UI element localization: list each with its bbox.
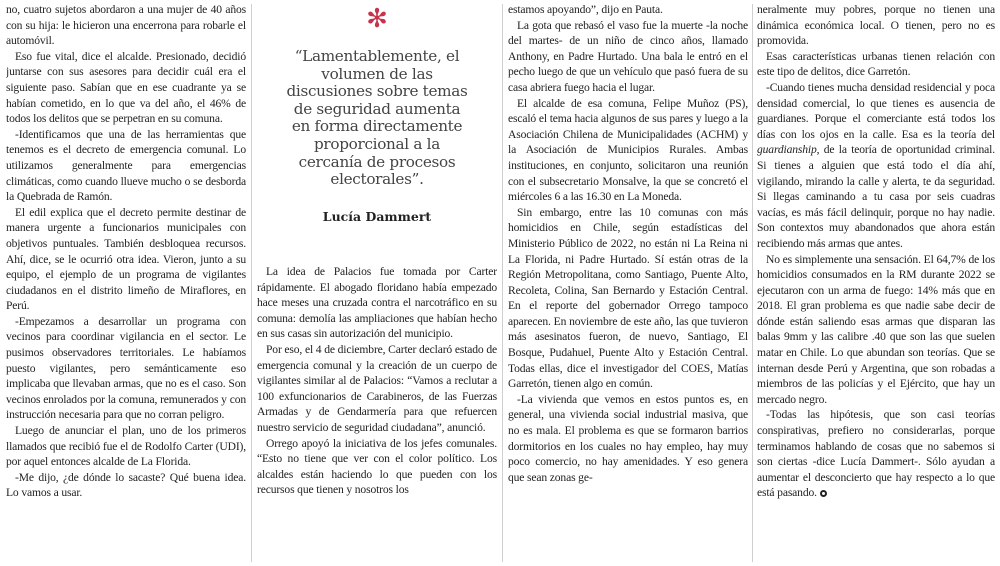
paragraph	[757, 80, 995, 252]
paragraph-text: -Cuando tienes mucha densidad residencial y poca densidad comercial, lo que tienes es ausencia de guardianes. Porque el comerciante está todos los días con los ojos en la calle. Esa es la teoría del	[757, 80, 995, 141]
paragraph: Eso fue vital, dice el alcalde. Presionado, decidió juntarse con sus asesores para decidir cuál era el siguiente paso. Sabían que en ese cuadrante ya se habían cometido, en lo que va del año, el 46% de todos los delitos que se perpetran en su comuna.	[6, 49, 246, 126]
column-rule	[752, 4, 753, 562]
pull-quote-author: Lucía Dammert	[322, 208, 432, 224]
paragraph	[757, 407, 995, 501]
column-rule	[251, 4, 252, 562]
paragraph: Sin embargo, entre las 10 comunas con más homicidios en Chile, según estadísticas del Ministerio Público de 2022, no están ni La Reina ni La Florida, ni Padre Hurtado. Sí están otras de la Región Metropolitana, como Santiago, Puente Alto, Recoleta, Colina, San Bernardo y Estación Central. En el reporte del gobernador Orrego tampoco aparecen. En noviembre de este año, las que tuvieron más asesinatos fueron, de nuevo, Santiago, El Bosque, Pudahuel, Puente Alto y Estación Central. Todas ellas, dice el investigador del COES, Matías Garretón, tienen algo en común.	[508, 205, 748, 391]
paragraph: Orrego apoyó la iniciativa de los jefes comunales. “Esto no tiene que ver con el color político. Los alcaldes están haciendo lo que pueden con los recursos que tienen y nosotros los	[257, 436, 497, 497]
pull-quote-text: “Lamentablemente, el volumen de las discusiones sobre temas de seguridad aumenta en forma directamente proporcional a la cercanía de procesos electorales”.	[286, 47, 468, 189]
asterisk-icon: ✻	[366, 4, 388, 33]
paragraph-text: , de la teoría de oportunidad criminal. Si tienes a alguien que está todo el día ahí, vigilando, mirando la calle y alerta, te da seguridad. Si llegas caminando a tu casa por seis cuadras vacías, es más fácil delinquir, porque no hay nadie. Son contextos muy abandonados que ahora están recibiendo más armas que antes.	[757, 143, 995, 250]
paragraph-text: -Todas las hipótesis, que son casi teorías conspirativas, prefiero no considerarlas, porque terminamos hablando de cosas que no sabemos si son ciertas -dice Lucía Dammert-. Sólo ayudan a aumentar el desconcierto que hay respecto a lo que está pasando.	[757, 408, 995, 500]
paragraph: estamos apoyando”, dijo en Pauta.	[508, 3, 663, 16]
column-rule	[502, 4, 503, 562]
article-column-1	[6, 2, 246, 564]
paragraph: -Identificamos que una de las herramientas que tenemos es el decreto de emergencia comunal. Lo utilizamos generalmente para emergencias climáticas, como cuando llueve mucho o se desborda la Quebrada de Ramón.	[6, 127, 246, 204]
article-column-4	[757, 2, 995, 564]
paragraph: El edil explica que el decreto permite destinar de manera urgente a funcionarios municipales con objetivos puntuales. También desbloquea recursos. Ahí, dice, se le ocurrió otra idea. Vieron, junto a su equipo, el ejemplo de un programa de vigilantes ciudadanos en el distrito limeño de Miraflores, en Perú.	[6, 205, 246, 313]
paragraph: La gota que rebasó el vaso fue la muerte -la noche del martes- de un niño de cinco años, llamado Anthony, en Padre Hurtado. Una bala le entró en el pecho luego de que un vehículo que pasó fuera de su casa abriera fuego hacia el lugar.	[508, 18, 748, 94]
paragraph: no, cuatro sujetos abordaron a una mujer de 40 años con su hija: le hicieron una encerrona para robarle el automóvil.	[6, 3, 246, 48]
paragraph: Luego de anunciar el plan, uno de los primeros llamados que recibió fue el de Rodolfo Carter (UDI), por aquel entonces alcalde de La Florida.	[6, 424, 246, 469]
paragraph: -Me dijo, ¿de dónde lo sacaste? Qué buena idea. Lo vamos a usar.	[6, 470, 246, 500]
paragraph: La idea de Palacios fue tomada por Carter rápidamente. El abogado floridano había empezado hace meses una cruzada contra el narcotráfico en su comuna: demolía las ampliaciones que habían hecho en sus casas sin autorización del municipio.	[257, 265, 497, 341]
emphasis-term: guardianship	[757, 143, 817, 157]
pull-quote	[257, 6, 497, 264]
end-of-article-icon	[820, 490, 827, 497]
paragraph: El alcalde de esa comuna, Felipe Muñoz (PS), escaló el tema hacia algunos de sus pares y luego a la Asociación Chilena de Municipalidades (ACHM) y la Asociación de Municipios Rurales. Ambas instituciones, en conjunto, solicitaron una reunión con el subsecretario Monsalve, la que se concretó el miércoles 6 a las 16.30 en La Moneda.	[508, 96, 748, 204]
article-column-3	[508, 2, 748, 564]
paragraph: -Empezamos a desarrollar un programa con vecinos para coordinar vigilancia en el sector. Le pusimos observadores territoriales. Le habíamos puesto vigilantes, pero semánticamente eso implicaba que llevaban armas, que no es el caso. Son vecinos enrolados por la comuna, remunerados y con instrucción necesaria para que no corran peligro.	[6, 314, 246, 422]
paragraph: neralmente muy pobres, porque no tienen una dinámica económica local. O tienen, pero no es promovida.	[757, 3, 995, 48]
paragraph: Esas características urbanas tienen relación con este tipo de delitos, dice Garretón.	[757, 49, 995, 79]
paragraph: No es simplemente una sensación. El 64,7% de los homicidios consumados en la RM durante 2022 se ejecutaron con un arma de fuego: 14% más que en 2018. El gran problema es que nadie sabe decir de dónde están saliendo esas armas que disparan las balas 9mm y las calibre .40 que son las que suelen matar en Chile. Lo que abundan son teorías. Que se internan desde Perú y Argentina, que son robadas a miembros de las policías y el Ejército, que hay un mercado negro.	[757, 252, 995, 406]
paragraph: -La vivienda que vemos en estos puntos es, en general, una vivienda social industrial masiva, que no es mala. El problema es que se formaron barrios dormitorios en los cuales no hay empleo, hay muy poco comercio, no hay amenidades. Y eso genera que sean zonas ge-	[508, 392, 748, 484]
article-column-2	[257, 2, 497, 564]
paragraph: Por eso, el 4 de diciembre, Carter declaró estado de emergencia comunal y la creación de un cuerpo de vigilantes similar al de Palacios: “Vamos a reclutar a 100 exfuncionarios de Carabineros, de las Fuerzas Armadas y de Gendarmería para que refuercen nuestro servicio de seguridad ciudadana”, anunció.	[257, 342, 497, 434]
